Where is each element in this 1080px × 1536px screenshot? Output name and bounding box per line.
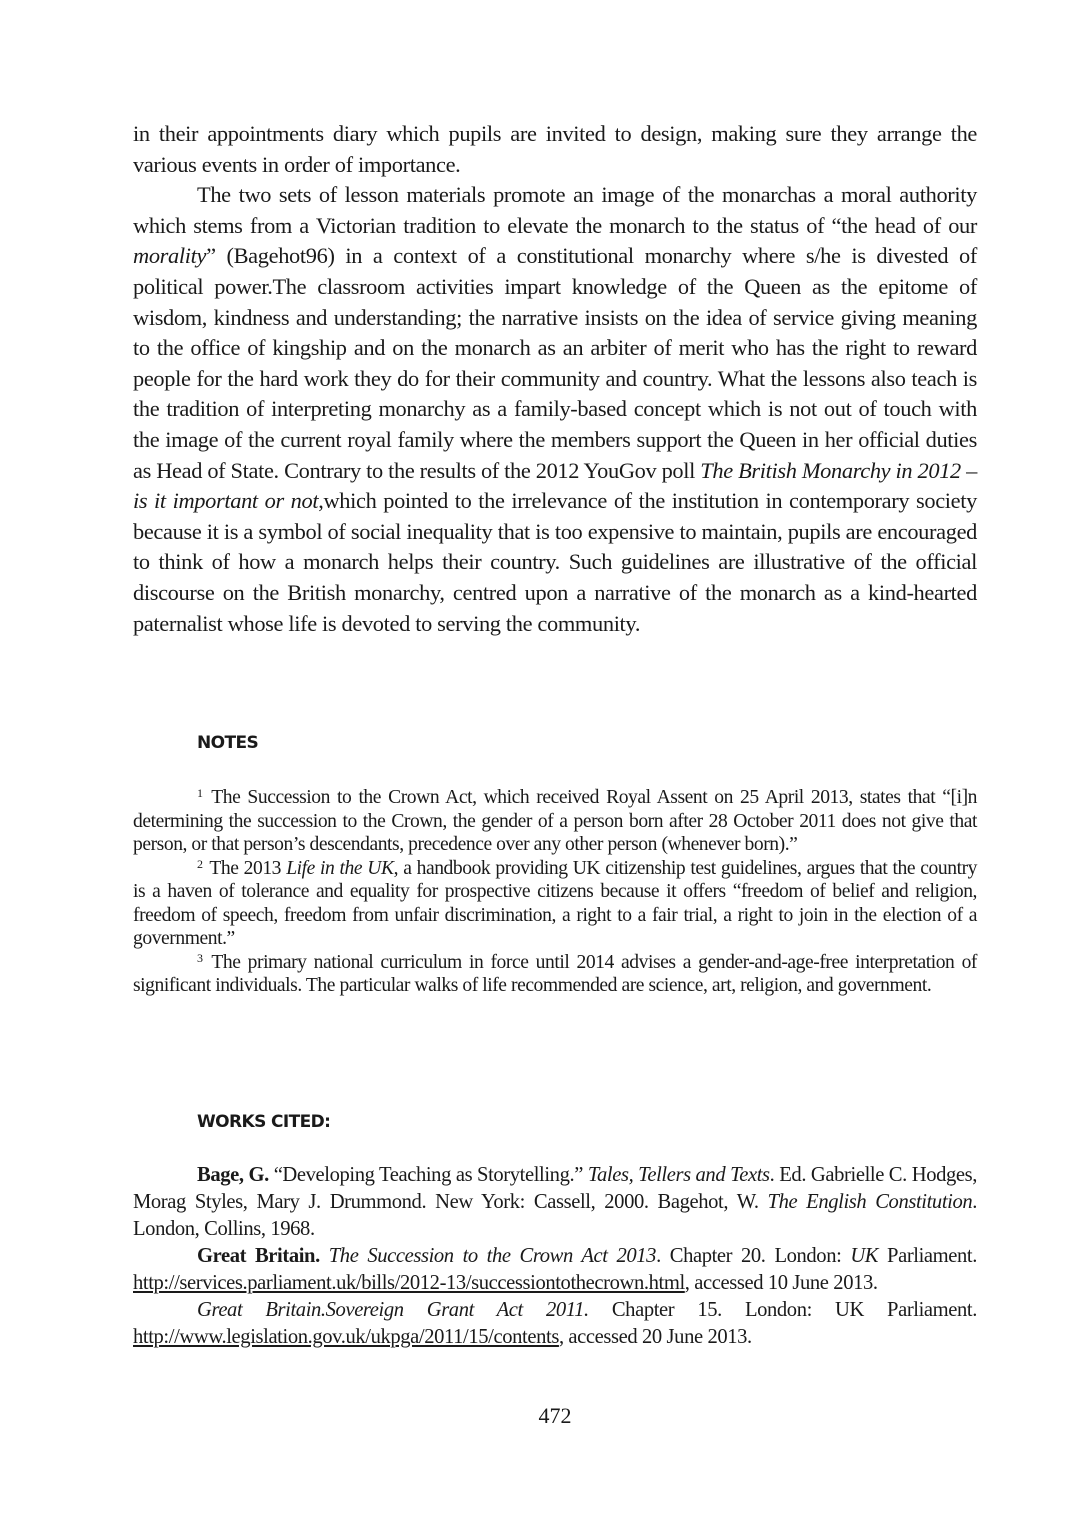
citation-text: . London, Collins, 1968.	[133, 1191, 978, 1240]
paragraph-continuation	[133, 119, 977, 180]
footnote-3	[133, 951, 977, 998]
footnote-number: 3	[197, 950, 203, 965]
footnote-text: The primary national curriculum in force until 2014 advises a gender-and-age-free interpretation of significant individuals. The particular walks of life recommended are science, art, religion, and government.	[133, 951, 977, 996]
citation-link[interactable]: http://www.legislation.gov.uk/ukpga/2011/15/contents	[133, 1326, 559, 1348]
notes-list	[133, 786, 977, 998]
footnote-number: 1	[197, 786, 203, 800]
citation-text: “Developing Teaching as Storytelling.”	[268, 1164, 588, 1186]
footnote-text: The Succession to the Crown Act, which received Royal Assent on 25 April 2013, states that “[i]n determining the succession to the Crown, the gender of a person born after 28 October 2011 does not give that person, or that person’s descendants, precedence over any other person (whenever born).”	[133, 787, 977, 855]
citation-text: . Chapter 20. London:	[656, 1245, 851, 1267]
italic-poll-title: The British Monarchy in 2012 – is it important or not	[133, 457, 977, 514]
footnote-number: 2	[197, 856, 203, 871]
italic-title: Life in the UK	[286, 857, 394, 879]
works-cited-heading: WORKS CITED:	[197, 1112, 331, 1132]
citation-text: Parliament.	[878, 1245, 977, 1267]
works-cited-list	[133, 1162, 977, 1351]
citation-sovereign-grant-act	[133, 1297, 977, 1351]
italic-term: morality	[133, 243, 207, 269]
citation-text	[320, 1245, 329, 1267]
page-number: 472	[538, 1403, 572, 1428]
paragraph-text: in their appointments diary which pupils are invited to design, making sure they arrange the various events in order of importance.	[133, 121, 977, 177]
footnote-text: , a handbook providing UK citizenship test guidelines, argues that the country is a haven of tolerance and equality for prospective citizens because it offers “freedom of belief and religion, freedom of speech, freedom from unfair discrimination, a right to a fair trial, a right to join in the election of a government.”	[133, 857, 977, 949]
citation-title: The Succession to the Crown Act 2013	[328, 1245, 657, 1267]
citation-link[interactable]: http://services.parliament.uk/bills/2012-13/successiontothecrown.html	[133, 1272, 685, 1294]
citation-title: Great Britain.Sovereign Grant Act 2011.	[197, 1299, 589, 1321]
paragraph-monarchy-lessons	[133, 180, 977, 639]
document-page	[133, 119, 978, 1428]
footnote-1	[133, 786, 977, 857]
citation-text: , accessed 10 June 2013.	[684, 1272, 878, 1294]
citation-title: Tales, Tellers and Texts	[587, 1164, 770, 1186]
citation-text: , accessed 20 June 2013.	[558, 1326, 752, 1348]
citation-author: Bage, G.	[197, 1164, 269, 1186]
footnote-text: The 2013	[204, 857, 287, 879]
paragraph-text: ” (Bagehot96) in a context of a constitutional monarchy where s/he is divested of political power.The classroom activities impart knowledge of the Queen as the epitome of wisdom, kindness and understanding; the narrative insists on the idea of service giving meaning to the office of kingship and on the monarch as an arbiter of merit who has the right to reward people for the hard work they do for their community and country. What the lessons also teach is the tradition of interpreting monarchy as a family-based concept which is not out of touch with the image of the current royal family where the members support the Queen in her official duties as Head of State. Contrary to the results of the 2012 YouGov poll	[133, 243, 977, 483]
citation-publisher: UK	[850, 1245, 879, 1267]
citation-text: Chapter 15. London: UK Parliament.	[588, 1299, 977, 1321]
paragraph-text: ,which pointed to the irrelevance of the institution in contemporary society because it is a symbol of social inequality that is too expensive to maintain, pupils are encouraged to think of how a monarch helps their country. Such guidelines are illustrative of the official discourse on the British monarchy, centred upon a narrative of the monarch as a kind-hearted paternalist whose life is devoted to serving the community.	[133, 488, 977, 636]
notes-heading: NOTES	[197, 733, 259, 753]
citation-title: The English Constitution	[767, 1191, 973, 1213]
citation-author: Great Britain.	[197, 1245, 320, 1267]
footnote-2	[133, 857, 977, 951]
citation-text: . Ed. Gabrielle C. Hodges, Morag Styles, Mary J. Drummond. New York: Cassell, 2000. Bagehot, W.	[133, 1164, 978, 1213]
body-text	[133, 119, 977, 639]
citation-succession-act	[133, 1243, 977, 1297]
paragraph-text: The two sets of lesson materials promote an image of the monarchas a moral authority which stems from a Victorian tradition to elevate the monarch to the status of “the head of our	[133, 182, 977, 238]
citation-bage	[133, 1162, 977, 1243]
